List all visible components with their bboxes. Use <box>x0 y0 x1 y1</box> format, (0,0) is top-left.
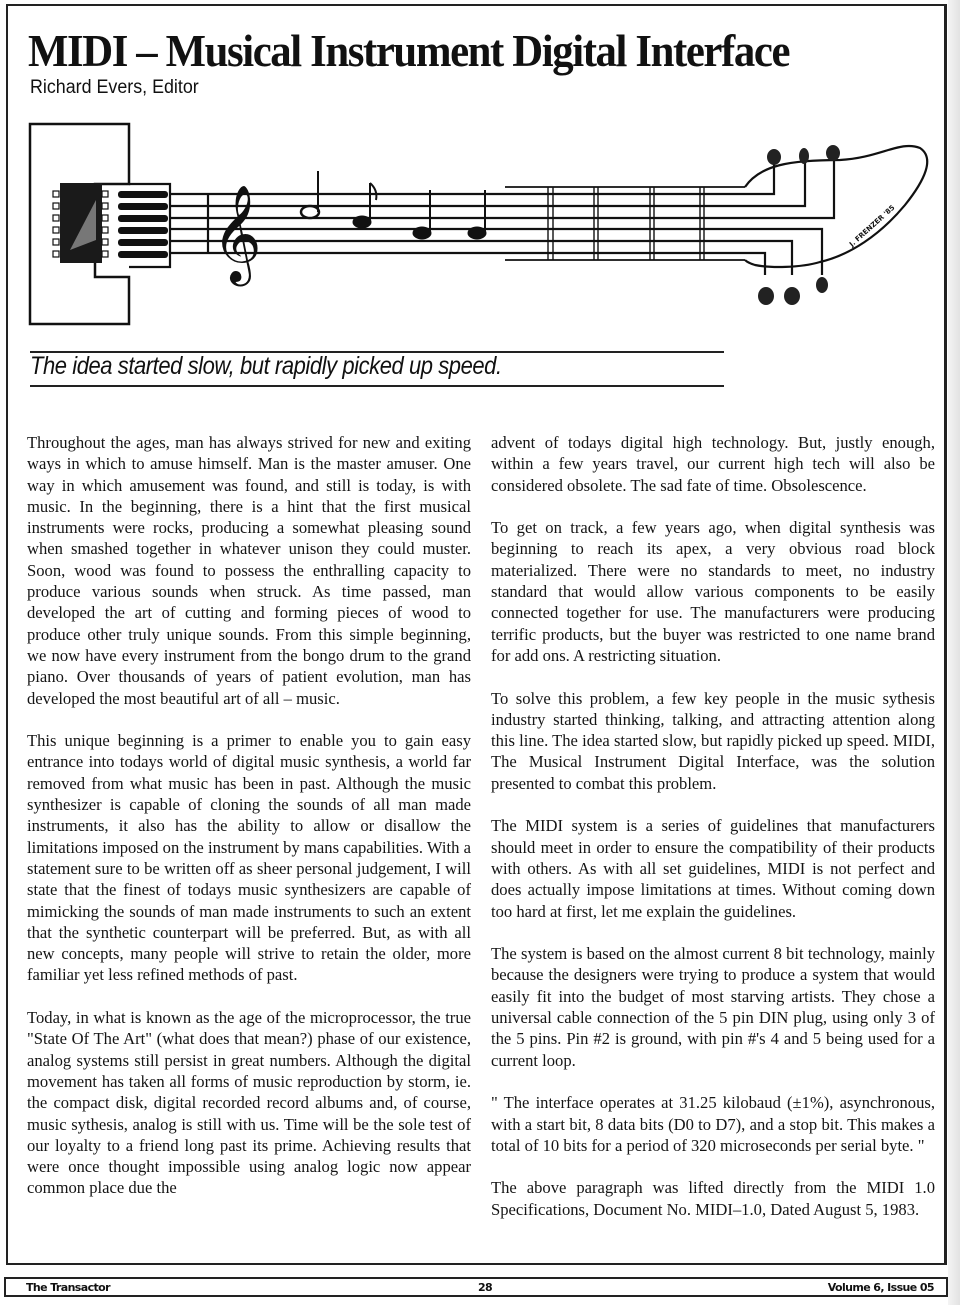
pullquote-bottom-rule <box>30 385 724 387</box>
treble-clef-icon: 𝄞 <box>212 184 262 282</box>
right-column <box>491 432 935 1241</box>
paragraph: To get on track, a few years ago, when digital synthesis was beginning to reach its apex, a very obvious road block materialized. There were no standards to meet, no industry standard that would allow various components to be easily connected together for use. The manufacturers were producing terrific products, but the buyer was restricted to one name brand for add ons. A restricting situation. <box>491 518 935 665</box>
page-footer <box>4 1277 948 1297</box>
paragraph: This unique beginning is a primer to enable you to gain easy entrance into todays world of digital music synthesis, a world far removed from what music has been in past. Although the music synthesizer is capable of cloning the sounds of all man made instruments, it also has the ability to allow or disallow the limitations imposed on the instrument by mans capabilities. With a statement sure to be written off as sheer personal judgement, I will state that the finest of todays music synthesizers are capable of mimicking the sounds of man made instruments to such an extent that the synthetic counterpart will be preferred. But, as with all new concepts, many people will strive to retain the older, more familiar yet less refined methods of past. <box>27 731 471 985</box>
paragraph: The above paragraph was lifted directly from the MIDI 1.0 Specifications, Document No. MIDI–1.0, Dated August 5, 1983. <box>491 1178 935 1219</box>
paragraph: advent of todays digital high technology. But, justly enough, within a few years travel, our current high tech will also be considered obsolete. The sad fate of time. Obsolescence. <box>491 433 935 495</box>
artist-signature: J. FRENZER '85 <box>847 203 897 249</box>
paragraph: Today, in what is known as the age of the microprocessor, the true "State Of The Art" (what does that mean?) phase of our existence, analog systems still persist in great numbers. Although the digital movement has taken all forms of music reproduction by storm, ie. the compact disk, digital recorded record albums and, of course, music sythesis, analog is still with us. Time will be the sole test of our loyalty to a friend long past its prime. Achieving results that were once thought impossible using analog logic now appear common place due the <box>27 1008 471 1198</box>
footer-publication: The Transactor <box>26 1281 110 1294</box>
paragraph: To solve this problem, a few key people in the music sythesis industry started thinking, talking, and attracting attention along this line. The idea started slow, but rapidly picked up speed. MIDI, The Musical Instrument Digital Interface, was the solution presented to combat this problem. <box>491 688 935 793</box>
footer-page-number: 28 <box>478 1281 493 1294</box>
guitar-midi-illustration <box>0 110 960 340</box>
paragraph: The MIDI system is a series of guidelines that manufacturers should meet in order to ensure the compatibility of their products with others. As with all set guidelines, MIDI is not perfect and does actually impose limitations at times. Without coming down too hard at first, let me explain the guidelines. <box>491 816 935 921</box>
pullquote: The idea started slow, but rapidly picked up speed. <box>30 352 502 380</box>
footer-issue: Volume 6, Issue 05 <box>827 1281 934 1294</box>
paragraph: " The interface operates at 31.25 kilobaud (±1%), asynchronous, with a start bit, 8 data bits (D0 to D7), and a stop bit. This makes a total of 10 bits for a period of 320 microseconds per serial byte. " <box>491 1093 935 1155</box>
left-column <box>27 432 471 1220</box>
paragraph: The system is based on the almost current 8 bit technology, mainly because the designers were trying to produce a system that would easily fit into the budget of most starving artists. They chose a universal cable connection of the 5 pin DIN plug, using only 3 of the 5 pins. Pin #2 is ground, with pin #'s 4 and 5 being used for a current loop. <box>491 944 935 1070</box>
article-title: MIDI – Musical Instrument Digital Interface <box>28 25 790 76</box>
paragraph: Throughout the ages, man has always strived for new and exiting ways in which to amuse himself. Man is the master amuser. One way in which amusement was found, and still is today, is with music. In the beginning, there is a hint that the first musical instruments were rocks, producing a somewhat pleasing sound when smashed together in whatever unison they could muster. Soon, wood was found to possess the enthralling capacity to produce various sounds when struck. As time passed, man developed the art of cutting and forming pieces of wood to produce other truly unique sounds. From this simple beginning, we now have every instrument from the bongo drum to the grand piano. Over thousands of years of patient evolution, man has developed the most beautiful art of all – music. <box>27 433 471 708</box>
chip-icon <box>53 183 108 263</box>
article-byline: Richard Evers, Editor <box>30 77 199 98</box>
